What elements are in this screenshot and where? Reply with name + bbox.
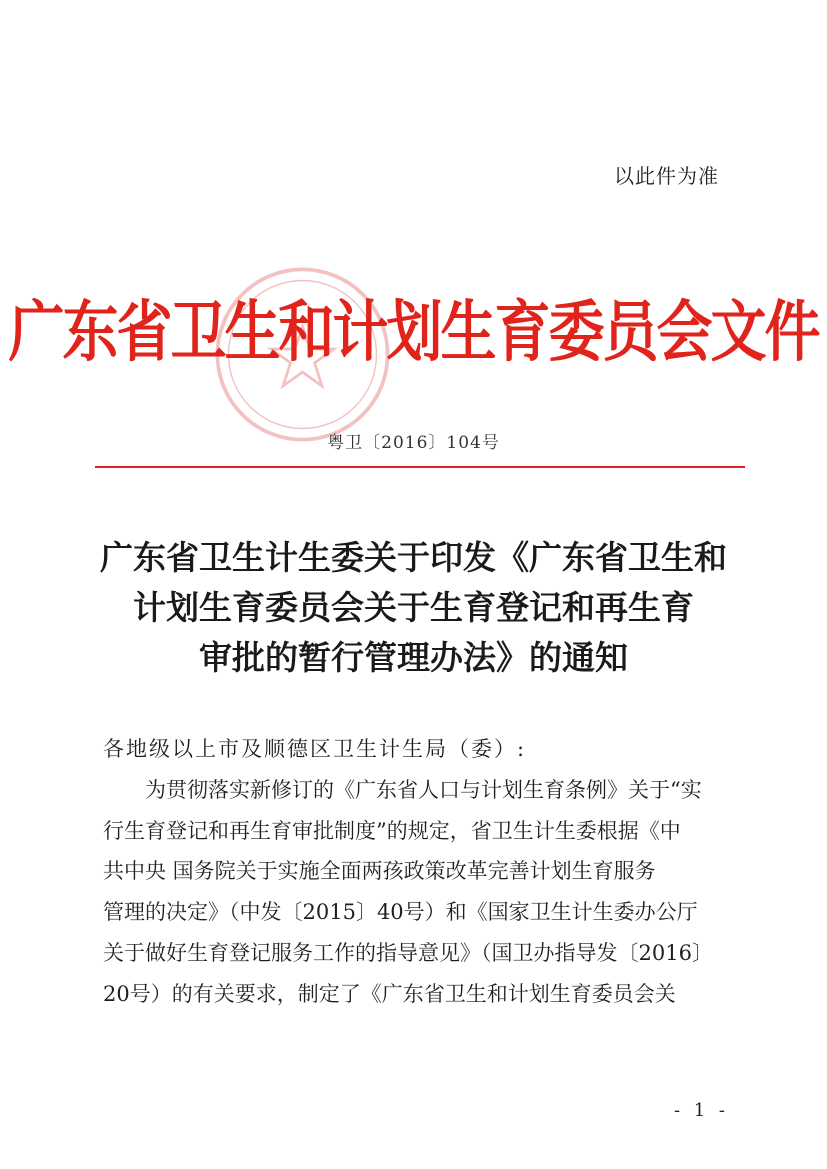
page-number: - 1 - xyxy=(673,1100,729,1121)
authoritative-version-note: 以此件为准 xyxy=(614,164,719,188)
agency-document-header: 广东省卫生和计划生育委员会文件 xyxy=(8,292,819,371)
body-line: 关于做好生育登记服务工作的指导意见》（国卫办指导发〔2016〕 xyxy=(103,940,713,965)
red-divider-line xyxy=(95,466,745,468)
notice-title-line: 审批的暂行管理办法》的通知 xyxy=(199,638,628,677)
body-line: 共中央 国务院关于实施全面两孩政策改革完善计划生育服务 xyxy=(103,859,656,884)
notice-title-line: 广东省卫生计生委关于印发《广东省卫生和 xyxy=(100,538,727,577)
addressee-line: 各地级以上市及顺德区卫生计生局（委）: xyxy=(103,737,527,761)
body-paragraph xyxy=(103,770,731,1014)
body-line: 为贯彻落实新修订的《广东省人口与计划生育条例》关于“实 xyxy=(145,778,702,802)
notice-title xyxy=(0,533,827,683)
body-line: 20号）的有关要求，制定了《广东省卫生和计划生育委员会关 xyxy=(103,981,676,1006)
notice-title-line: 计划生育委员会关于生育登记和再生育 xyxy=(133,588,694,627)
document-number: 粤卫〔2016〕104号 xyxy=(327,433,500,453)
body-line: 行生育登记和再生育审批制度”的规定，省卫生计生委根据《中 xyxy=(103,818,681,843)
body-line: 管理的决定》（中发〔2015〕40号）和《国家卫生计生委办公厅 xyxy=(103,900,698,925)
